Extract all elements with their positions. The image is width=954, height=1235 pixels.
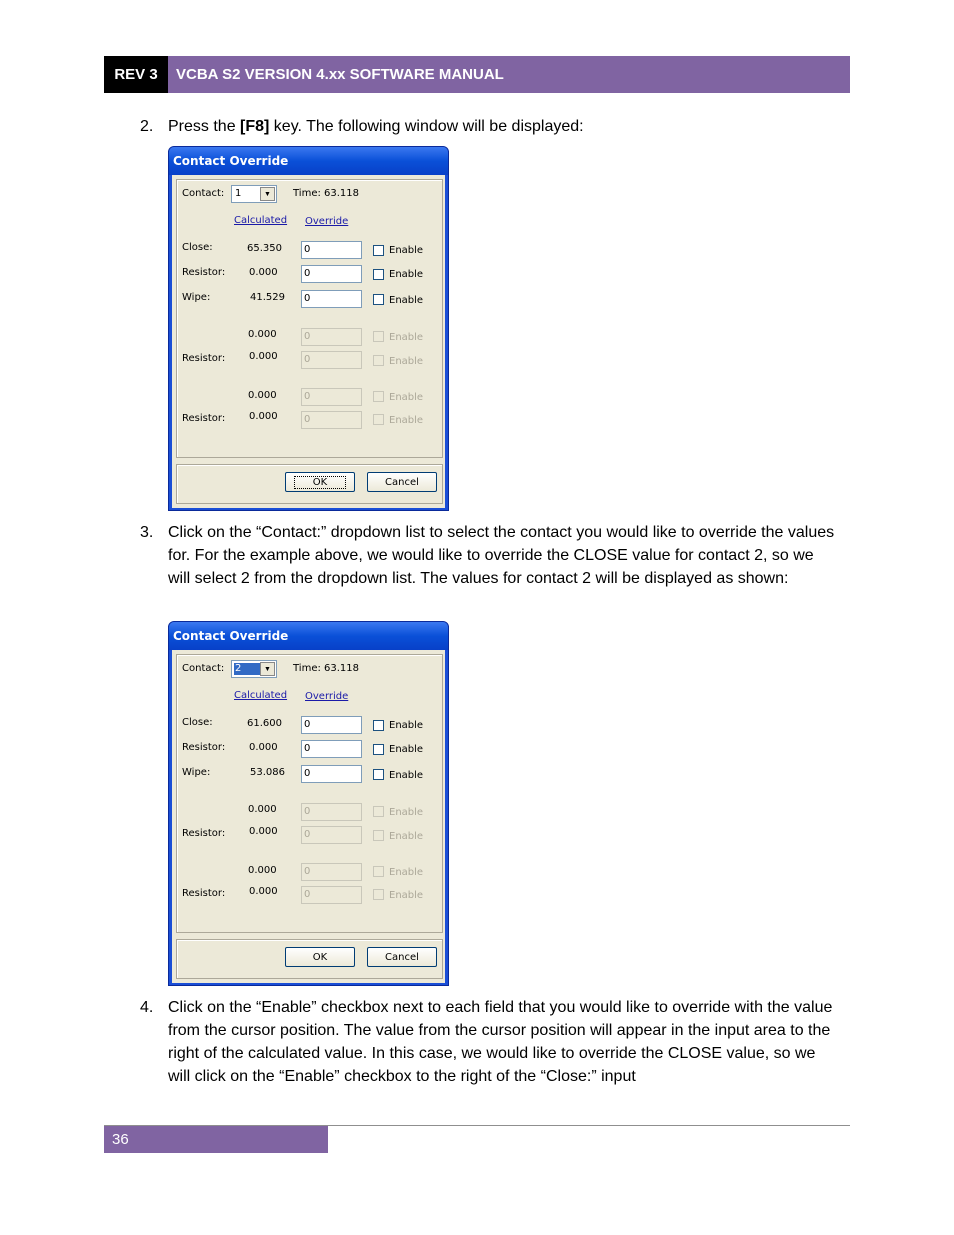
calculated-link[interactable]: Calculated xyxy=(234,215,288,226)
step-number: 2. xyxy=(140,118,154,135)
close-label: Close: xyxy=(182,242,213,253)
close-input[interactable]: 0 xyxy=(301,241,362,259)
disabled-value-2: 0.000 xyxy=(249,826,278,837)
step-text xyxy=(168,115,840,138)
contact-selected: 2 xyxy=(234,663,260,675)
enable-label-disabled: Enable xyxy=(389,415,424,426)
enable-label-disabled: Enable xyxy=(389,831,424,842)
disabled-input-2: 0 xyxy=(301,351,362,369)
disabled-input-4: 0 xyxy=(301,886,362,904)
disabled-checkbox-3 xyxy=(373,391,384,402)
resistor-calculated: 0.000 xyxy=(249,267,278,278)
disabled-checkbox-3 xyxy=(373,866,384,877)
resistor-calculated: 0.000 xyxy=(249,742,278,753)
step-text: Click on the “Enable” checkbox next to each field that you would like to override with the value from the cursor position. The value from the cursor position will appear in the input area to the right of the calculated value. In this case, we would like to override the CLOSE value, so we will click on the “Enable” checkbox to the right of the “Close:” input xyxy=(168,999,833,1085)
dialog-body xyxy=(172,175,445,508)
page-number: 36 xyxy=(104,1126,328,1153)
contact-override-dialog-2 xyxy=(168,621,449,986)
disabled-value-3: 0.000 xyxy=(248,390,277,401)
disabled-value-1: 0.000 xyxy=(248,804,277,815)
override-link[interactable]: Override xyxy=(305,691,349,702)
resistor-enable-checkbox[interactable] xyxy=(373,269,384,280)
dialog-body xyxy=(172,650,445,983)
step-text-post: key. The following window will be displayed: xyxy=(269,118,584,135)
dialog-title: Contact Override xyxy=(169,622,448,650)
manual-title: VCBA S2 VERSION 4.xx SOFTWARE MANUAL xyxy=(168,56,850,93)
contact-selected: 1 xyxy=(235,188,242,199)
close-calculated: 65.350 xyxy=(247,243,282,254)
resistor-label-3: Resistor: xyxy=(182,413,226,424)
wipe-enable-checkbox[interactable] xyxy=(373,294,384,305)
wipe-input[interactable]: 0 xyxy=(301,290,362,308)
contact-dropdown[interactable] xyxy=(231,185,277,203)
enable-label[interactable]: Enable xyxy=(389,770,424,781)
disabled-checkbox-2 xyxy=(373,830,384,841)
enable-label[interactable]: Enable xyxy=(389,295,424,306)
disabled-checkbox-4 xyxy=(373,889,384,900)
disabled-checkbox-4 xyxy=(373,414,384,425)
enable-label-disabled: Enable xyxy=(389,867,424,878)
step-text: Click on the “Contact:” dropdown list to select the contact you would like to override the values for. For the example above, we would like to override the CLOSE value for contact 2, so we will select 2 from the dropdown list. The values for contact 2 will be displayed as shown: xyxy=(168,524,835,587)
wipe-enable-checkbox[interactable] xyxy=(373,769,384,780)
close-enable-checkbox[interactable] xyxy=(373,720,384,731)
step-2 xyxy=(140,115,840,138)
enable-label-disabled: Enable xyxy=(389,807,424,818)
step-4 xyxy=(140,996,840,1088)
cancel-label: Cancel xyxy=(385,476,419,488)
disabled-input-1: 0 xyxy=(301,328,362,346)
ok-button[interactable] xyxy=(285,472,355,492)
time-label: Time: 63.118 xyxy=(293,663,360,674)
enable-label[interactable]: Enable xyxy=(389,245,424,256)
disabled-checkbox-2 xyxy=(373,355,384,366)
resistor-label-3: Resistor: xyxy=(182,888,226,899)
wipe-input[interactable]: 0 xyxy=(301,765,362,783)
step-text-pre: Press the xyxy=(168,118,241,135)
cancel-button[interactable] xyxy=(367,472,437,492)
chevron-down-icon[interactable]: ▼ xyxy=(260,662,275,676)
enable-label-disabled: Enable xyxy=(389,332,424,343)
enable-label[interactable]: Enable xyxy=(389,744,424,755)
cancel-button[interactable] xyxy=(367,947,437,967)
resistor-label: Resistor: xyxy=(182,267,226,278)
revision-label: REV 3 xyxy=(104,56,168,93)
disabled-input-3: 0 xyxy=(301,388,362,406)
disabled-input-4: 0 xyxy=(301,411,362,429)
disabled-input-2: 0 xyxy=(301,826,362,844)
wipe-calculated: 53.086 xyxy=(250,767,285,778)
resistor-label: Resistor: xyxy=(182,742,226,753)
override-link[interactable]: Override xyxy=(305,216,349,227)
close-input[interactable]: 0 xyxy=(301,716,362,734)
page-header xyxy=(104,56,850,93)
ok-label: OK xyxy=(295,477,345,488)
enable-label-disabled: Enable xyxy=(389,890,424,901)
key-name: [F8] xyxy=(240,118,270,135)
step-number: 4. xyxy=(140,999,154,1016)
time-label: Time: 63.118 xyxy=(293,188,360,199)
disabled-checkbox-1 xyxy=(373,331,384,342)
contact-label: Contact: xyxy=(182,663,225,674)
dialog-title: Contact Override xyxy=(169,147,448,175)
contact-label: Contact: xyxy=(182,188,225,199)
disabled-value-3: 0.000 xyxy=(248,865,277,876)
enable-label-disabled: Enable xyxy=(389,392,424,403)
contact-override-dialog-1 xyxy=(168,146,449,511)
enable-label[interactable]: Enable xyxy=(389,269,424,280)
wipe-calculated: 41.529 xyxy=(250,292,285,303)
chevron-down-icon[interactable]: ▼ xyxy=(260,187,275,201)
ok-label: OK xyxy=(312,951,328,963)
disabled-value-4: 0.000 xyxy=(249,886,278,897)
wipe-label: Wipe: xyxy=(182,767,211,778)
resistor-input[interactable]: 0 xyxy=(301,265,362,283)
disabled-input-1: 0 xyxy=(301,803,362,821)
cancel-label: Cancel xyxy=(385,951,419,963)
disabled-checkbox-1 xyxy=(373,806,384,817)
disabled-input-3: 0 xyxy=(301,863,362,881)
wipe-label: Wipe: xyxy=(182,292,211,303)
disabled-value-1: 0.000 xyxy=(248,329,277,340)
resistor-label-2: Resistor: xyxy=(182,353,226,364)
step-3 xyxy=(140,521,840,590)
disabled-value-4: 0.000 xyxy=(249,411,278,422)
contact-dropdown[interactable] xyxy=(231,660,277,678)
close-enable-checkbox[interactable] xyxy=(373,245,384,256)
step-number: 3. xyxy=(140,524,154,541)
enable-label-disabled: Enable xyxy=(389,356,424,367)
disabled-value-2: 0.000 xyxy=(249,351,278,362)
close-calculated: 61.600 xyxy=(247,718,282,729)
calculated-link[interactable]: Calculated xyxy=(234,690,288,701)
ok-button[interactable] xyxy=(285,947,355,967)
resistor-enable-checkbox[interactable] xyxy=(373,744,384,755)
close-label: Close: xyxy=(182,717,213,728)
resistor-input[interactable]: 0 xyxy=(301,740,362,758)
resistor-label-2: Resistor: xyxy=(182,828,226,839)
enable-label[interactable]: Enable xyxy=(389,720,424,731)
